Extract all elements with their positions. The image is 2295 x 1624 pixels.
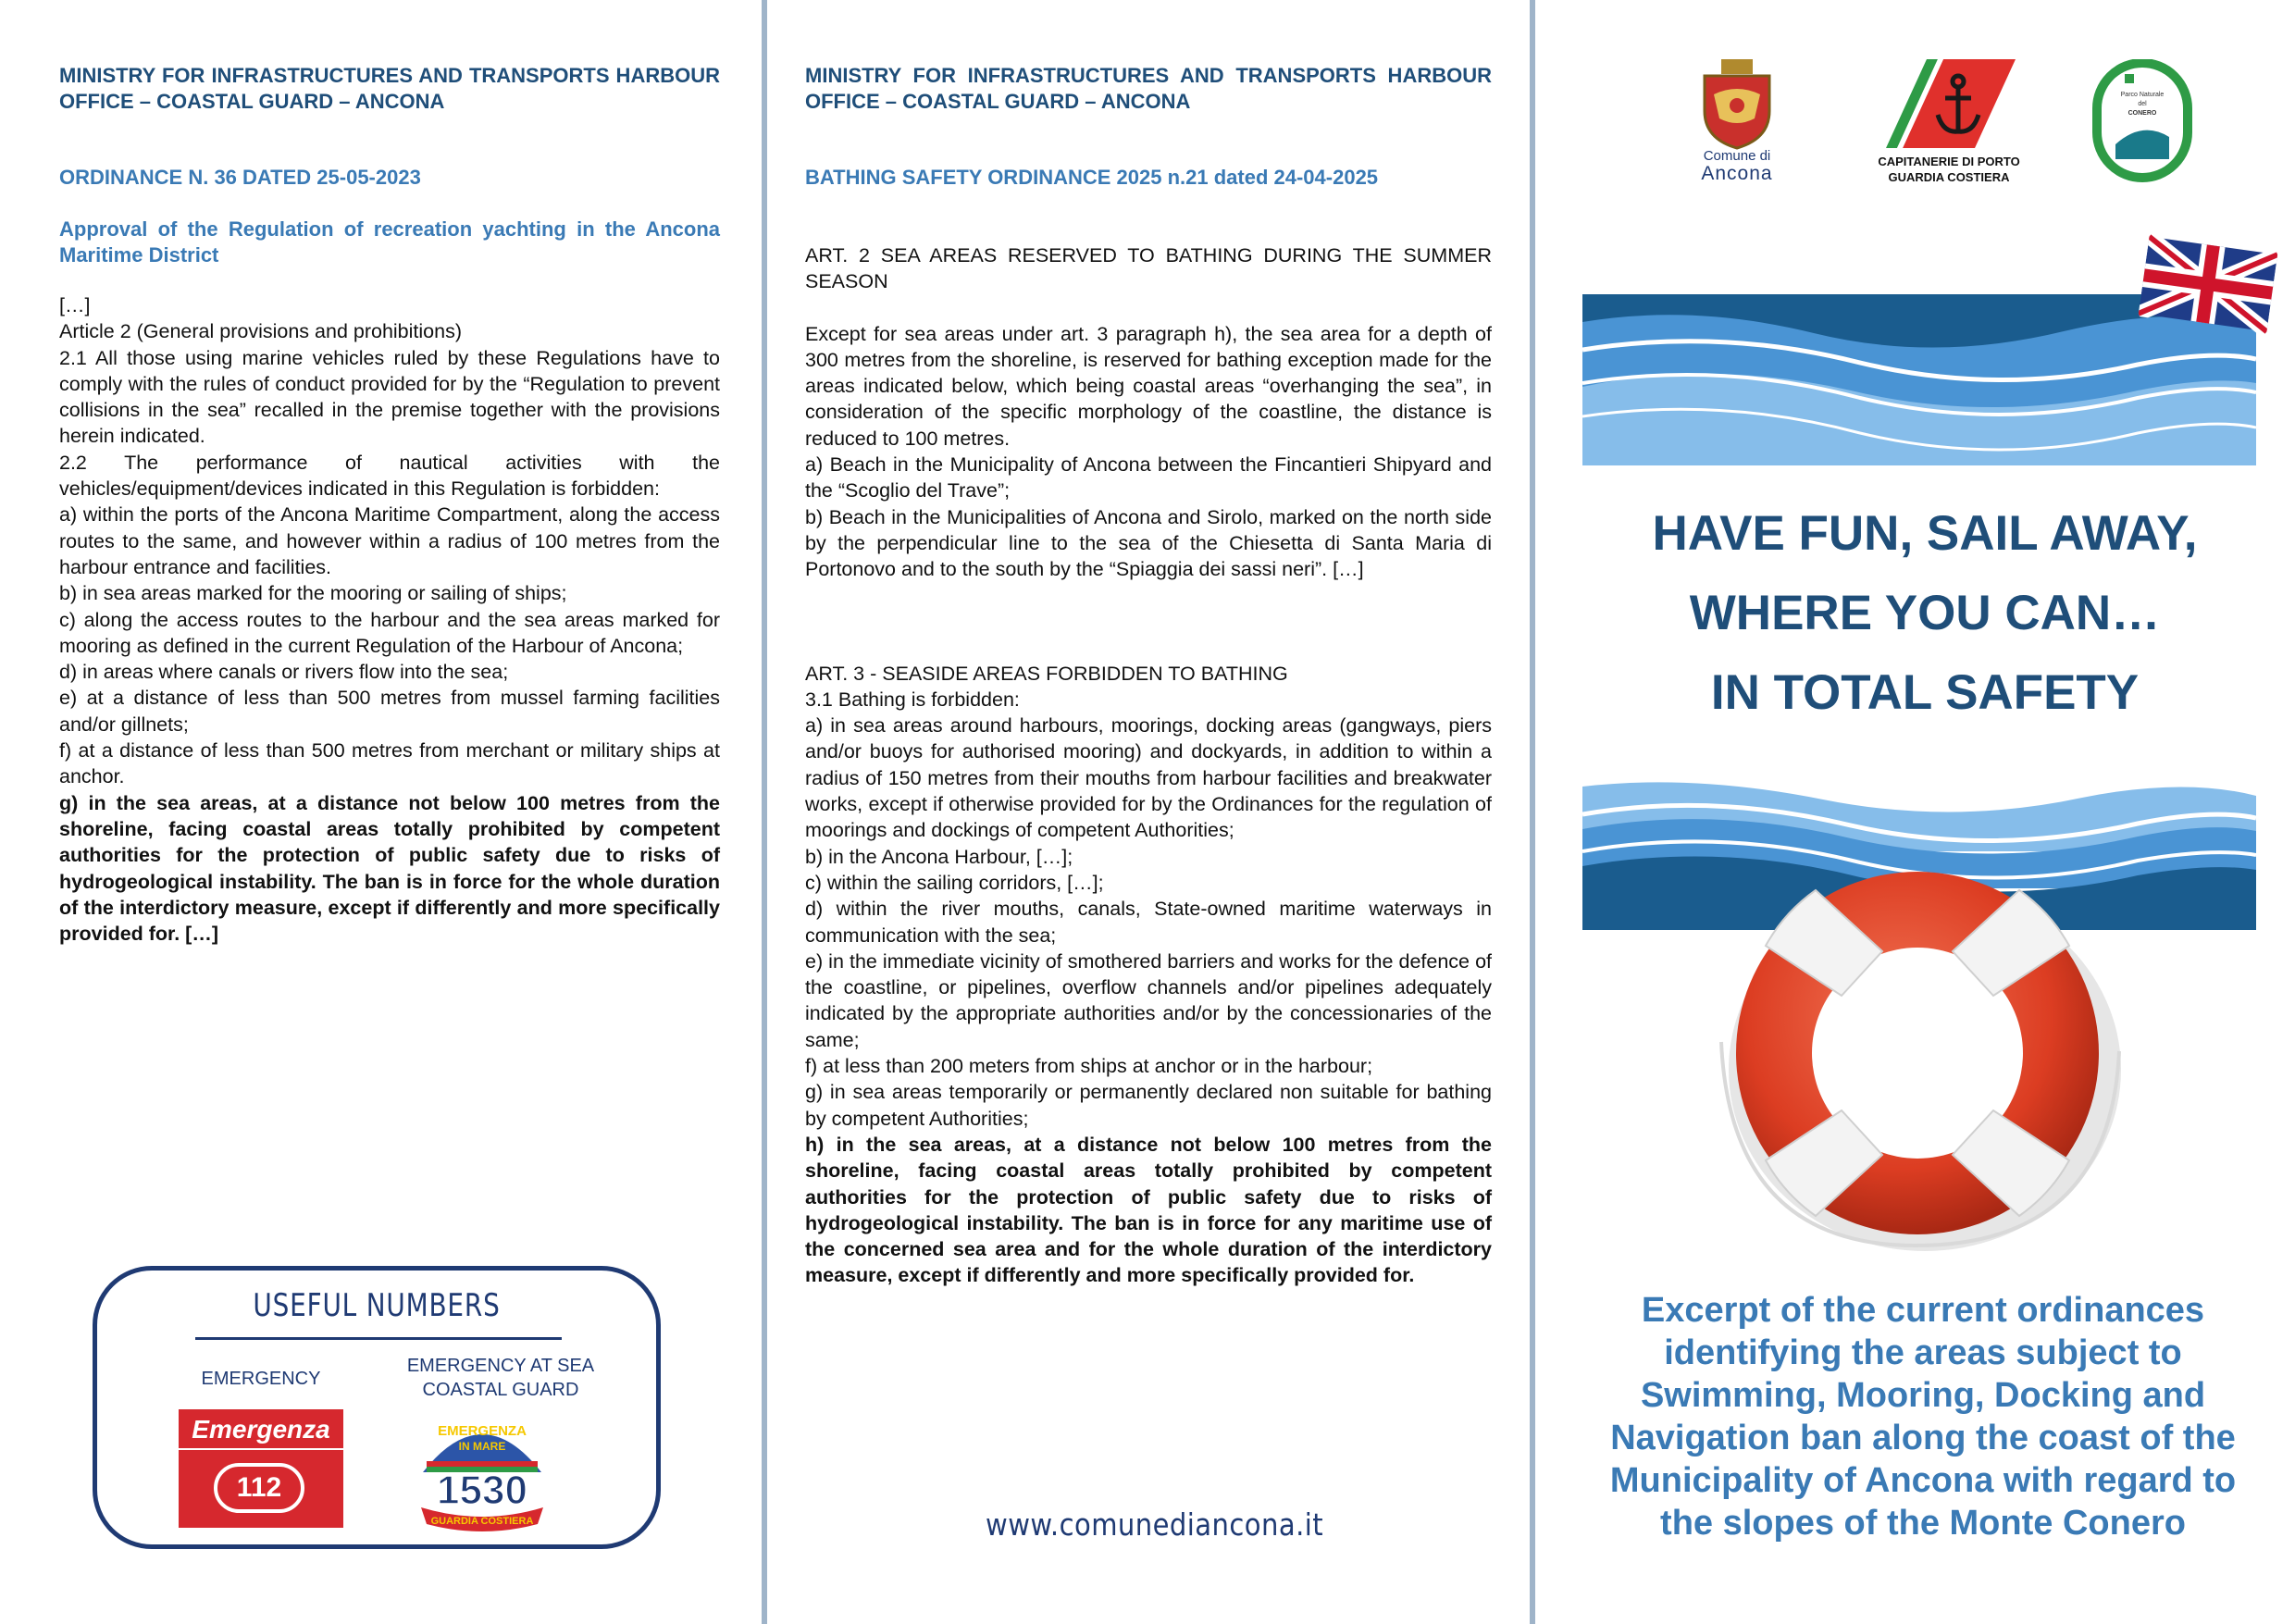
number-112: 112 — [214, 1463, 304, 1513]
logo3-line1: Parco Naturale — [2120, 92, 2165, 98]
badge-bottom-text: GUARDIA COSTIERA — [430, 1516, 534, 1527]
emergency-1530-badge[interactable] — [408, 1407, 556, 1533]
spacer — [805, 583, 1492, 661]
sea-emergency-label — [390, 1354, 612, 1402]
paragraph: Article 2 (General provisions and prohibitions) — [59, 320, 462, 343]
paragraph: d) within the river mouths, canals, State-owned maritime waterways in communication with the sea; — [805, 898, 1492, 947]
ministry-header: MINISTRY FOR INFRASTRUCTURES AND TRANSPORTS HARBOUR OFFICE – COASTAL GUARD – ANCONA — [59, 64, 720, 113]
paragraph: e) at a distance of less than 500 metres from mussel farming facilities and/or gillnets; — [59, 687, 720, 736]
bathing-ordinance-title: BATHING SAFETY ORDINANCE 2025 n.21 dated 24-04-2025 — [805, 166, 1379, 189]
paragraph: 3.1 Bathing is forbidden: — [805, 688, 1020, 711]
logo1-line1: Comune di — [1703, 148, 1771, 164]
coast-guard-anchor-icon — [1877, 57, 2016, 150]
paragraph: 2.1 All those using marine vehicles ruled by these Regulations have to comply with the rules of conduct provided for by the “Regulation to prevent collisions in the sea” recalled in the premise together with the provisions herein indicated. — [59, 346, 720, 448]
paragraph: b) in sea areas marked for the mooring or sailing of ships; — [59, 582, 567, 605]
emergency-112-badge[interactable] — [179, 1409, 343, 1528]
column-middle — [768, 0, 1529, 1624]
sea-label-line1: EMERGENCY AT SEA — [406, 1356, 595, 1376]
column-divider-left — [762, 0, 767, 1624]
paragraph: c) along the access routes to the harbour and the sea areas marked for mooring as defined in the current Regulation of the Harbour of Ancona; — [59, 608, 720, 657]
useful-numbers-box — [93, 1266, 661, 1549]
comune-ancona-label — [1675, 148, 1799, 184]
paragraph: […] — [59, 294, 91, 316]
lifebuoy-icon — [1703, 857, 2138, 1255]
logo3-line3: CONERO — [2128, 110, 2157, 117]
art3-title: ART. 3 - SEASIDE AREAS FORBIDDEN TO BATHING — [805, 662, 1288, 685]
uk-flag-icon[interactable] — [2138, 234, 2277, 335]
badge-mid-text: IN MARE — [458, 1440, 506, 1453]
paragraph: g) in sea areas temporarily or permanently declared non suitable for bathing by competent Authorities; — [805, 1081, 1492, 1130]
paragraph: b) in the Ancona Harbour, […]; — [805, 845, 1073, 868]
spacer — [805, 295, 1492, 321]
paragraph: Except for sea areas under art. 3 paragraph h), the sea area for a depth of 300 metres from the shoreline, is reserved for bathing exception made for the areas indicated below, which being coastal areas “overhanging the sea”, in consideration of the specific morphology of the coastline, the distance is reduced to 100 metres. — [805, 322, 1492, 450]
website-link[interactable]: www.comunediancona.it — [986, 1506, 1324, 1543]
emergenza-text: Emergenza — [192, 1415, 330, 1444]
sea-label-line2: COASTAL GUARD — [422, 1380, 579, 1400]
title-line-3: IN TOTAL SAFETY — [1710, 665, 2140, 720]
ministry-header: MINISTRY FOR INFRASTRUCTURES AND TRANSPORTS HARBOUR OFFICE – COASTAL GUARD – ANCONA — [805, 64, 1492, 113]
ordinance-title: ORDINANCE N. 36 DATED 25-05-2023 — [59, 166, 421, 189]
title-underline — [195, 1337, 562, 1340]
logo2-line2: GUARDIA COSTIERA — [1888, 170, 2010, 184]
paragraph: d) in areas where canals or rivers flow into the sea; — [59, 661, 509, 684]
approval-title: Approval of the Regulation of recreation yachting in the Ancona Maritime District — [59, 217, 720, 267]
logo3-line2: del — [2138, 101, 2147, 107]
paragraph: c) within the sailing corridors, […]; — [805, 871, 1104, 894]
parco-conero-logo-icon — [2091, 59, 2193, 183]
regulation-text — [59, 292, 720, 947]
column-right — [1536, 0, 2295, 1624]
paragraph: 2.2 The performance of nautical activities with the vehicles/equipment/devices indicated in this Regulation is forbidden: — [59, 451, 720, 501]
logo2-line1: CAPITANERIE DI PORTO — [1878, 155, 2020, 168]
title-line-1: HAVE FUN, SAIL AWAY, — [1652, 506, 2198, 561]
useful-numbers-title: USEFUL NUMBERS — [253, 1287, 501, 1324]
emergency-label: EMERGENCY — [201, 1369, 321, 1389]
paragraph: a) Beach in the Municipality of Ancona between the Fincantieri Shipyard and the “Scoglio del Trave”; — [805, 453, 1492, 502]
logo1-line2: Ancona — [1701, 163, 1773, 184]
comune-ancona-crest-icon — [1695, 57, 1779, 150]
bathing-text — [805, 242, 1492, 1289]
paragraph: a) within the ports of the Ancona Maritime Compartment, along the access routes to the same, and however within a radius of 100 metres from the harbour entrance and facilities. — [59, 503, 720, 578]
paragraph: f) at a distance of less than 500 metres from merchant or military ships at anchor. — [59, 739, 720, 788]
bold-paragraph: h) in the sea areas, at a distance not below 100 metres from the shoreline, facing coastal areas totally prohibited by competent authorities for the protection of public safety due to risks of hydrogeological instability. The ban is in force for any maritime use of the concerned sea area and for the whole duration of the interdictory measure, except if differently and more specifically provided for. — [805, 1133, 1492, 1287]
badge-number: 1530 — [437, 1468, 527, 1513]
badge-stripe-red — [427, 1461, 538, 1467]
badge-top-text: EMERGENZA — [438, 1423, 527, 1439]
art2-title: ART. 2 SEA AREAS RESERVED TO BATHING DURING THE SUMMER SEASON — [805, 244, 1492, 293]
title-line-2: WHERE YOU CAN… — [1689, 586, 2161, 640]
main-title — [1573, 494, 2276, 733]
paragraph: f) at less than 200 meters from ships at anchor or in the harbour; — [805, 1055, 1373, 1078]
coast-guard-label — [1856, 154, 2041, 185]
paragraph: a) in sea areas around harbours, moorings, docking areas (gangways, piers and/or buoys for authorised mooring) and dockyards, in addition to within a radius of 150 metres from their mouths from harbour facilities and breakwater works, except if otherwise provided for by the Ordinances for the regulation of moorings and dockings of competent Authorities; — [805, 714, 1492, 842]
badge-divider — [179, 1448, 343, 1450]
bold-paragraph: g) in the sea areas, at a distance not below 100 metres from the shoreline, facing coastal areas totally prohibited by competent authorities for the protection of public safety due to risks of hydrogeological instability. The ban is in force for the whole duration of the interdictory measure, except if differently and more specifically provided for. […] — [59, 791, 720, 946]
excerpt-text: Excerpt of the current ordinances identifying the areas subject to Swimming, Mooring, Docking and Navigation ban along the coast of the Municipality of Ancona with regard to the slopes of the Monte Conero — [1609, 1291, 2237, 1543]
paragraph: e) in the immediate vicinity of smothered barriers and works for the defence of the coastline, or pipelines, overflow channels and/or pipelines adequately indicated by the appropriate authorities and/or by the concessionaries of the same; — [805, 949, 1492, 1051]
paragraph: b) Beach in the Municipalities of Ancona and Sirolo, marked on the north side by the perpendicular line to the sea of the Chiesetta di Santa Maria di Portonovo and to the south by the “Spiaggia dei sassi neri”. […] — [805, 505, 1492, 581]
top-waves-graphic — [1582, 294, 2256, 465]
column-divider-right — [1530, 0, 1535, 1624]
column-left — [0, 0, 761, 1624]
